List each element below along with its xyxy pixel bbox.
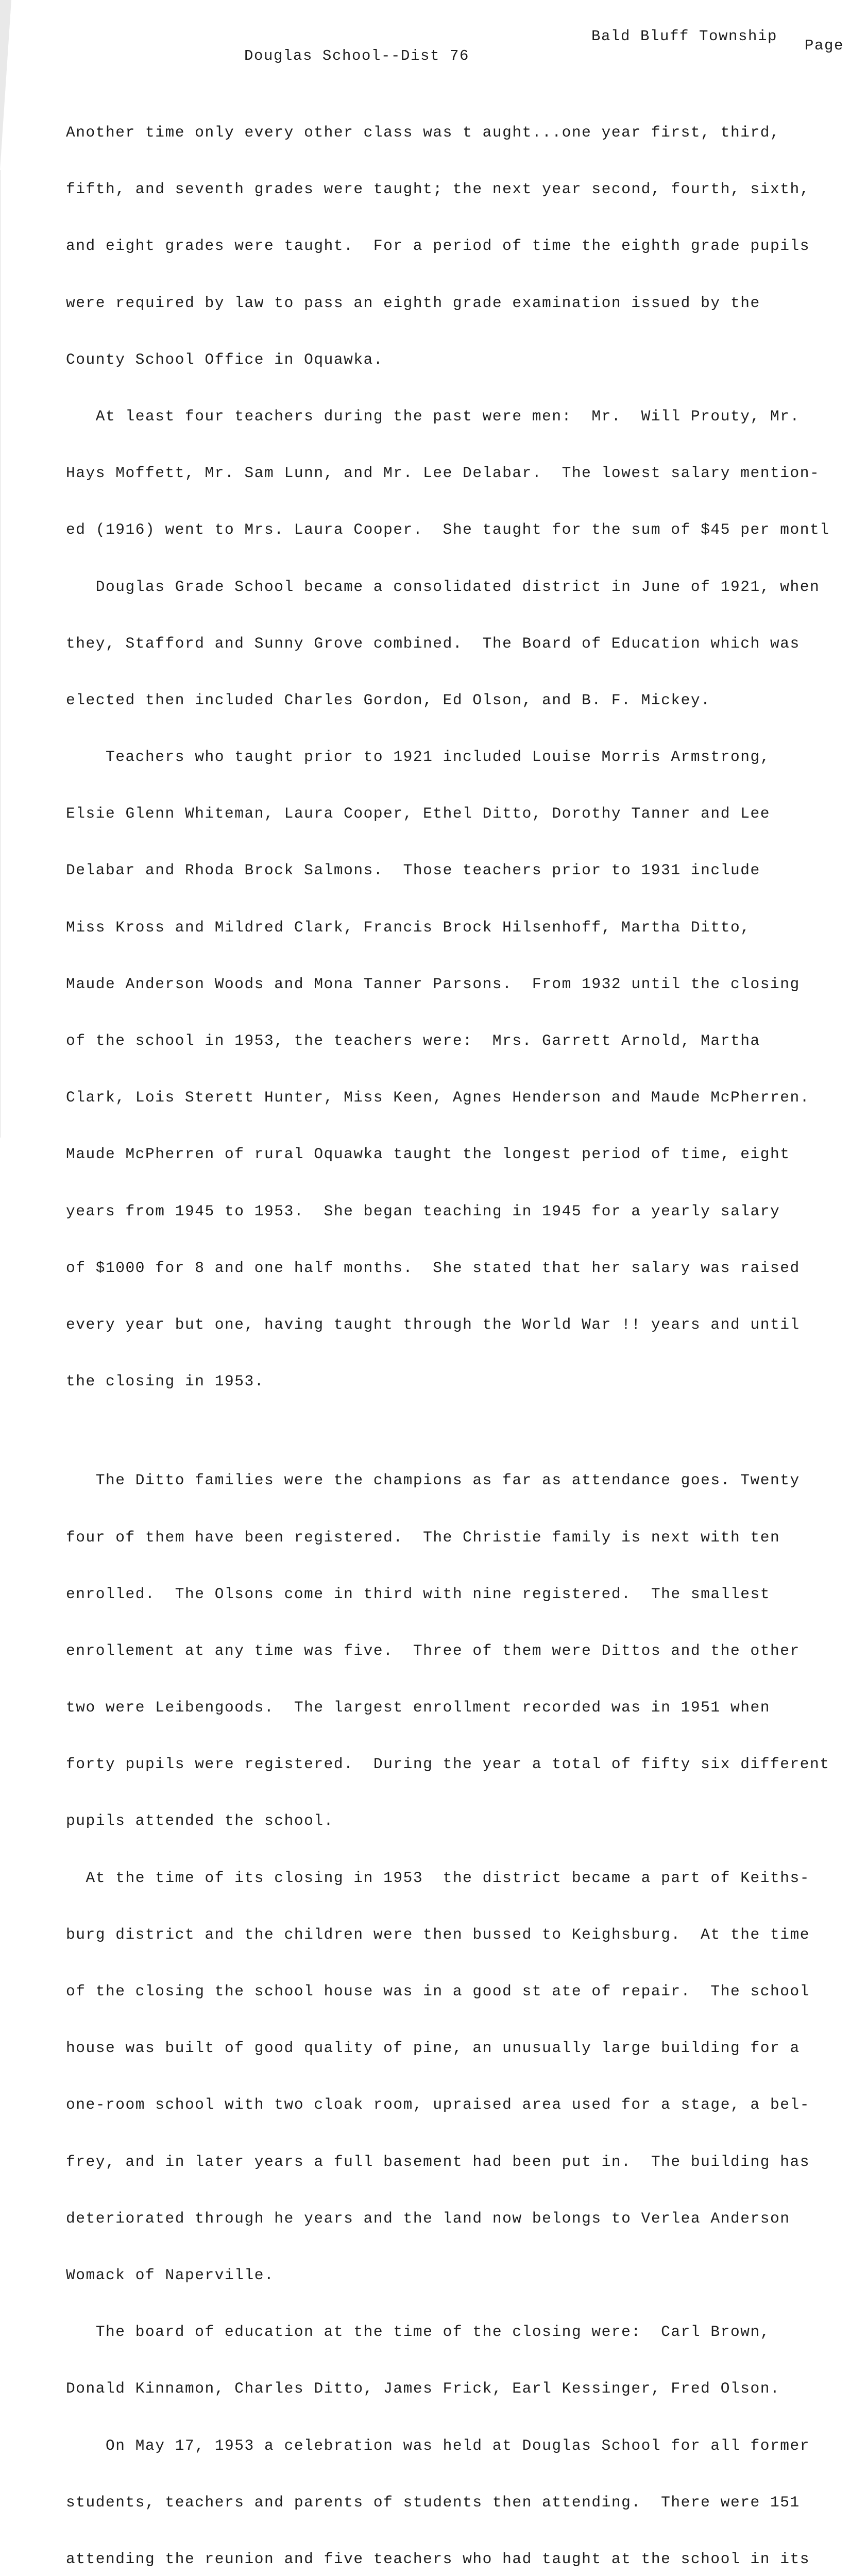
text-line: At least four teachers during the past were men: Mr. Will Prouty, Mr.	[66, 407, 800, 425]
text-line: Clark, Lois Sterett Hunter, Miss Keen, Agnes Henderson and Maude McPherren.	[66, 1089, 810, 1107]
text-line: elected then included Charles Gordon, Ed Olson, and B. F. Mickey.	[66, 691, 711, 709]
page-label: Page	[805, 37, 844, 54]
text-line: burg district and the children were then bussed to Keighsburg. At the time	[66, 1925, 810, 1943]
text-line: attending the reunion and five teachers who had taught at the school in its	[66, 2550, 810, 2568]
text-line: At the time of its closing in 1953 the district became a part of Keiths-	[66, 1869, 810, 1887]
text-line: Douglas Grade School became a consolidated district in June of 1921, when	[66, 578, 820, 596]
text-line: Teachers who taught prior to 1921 included Louise Morris Armstrong,	[66, 748, 770, 766]
text-line: forty pupils were registered. During the year a total of fifty six different	[66, 1755, 830, 1773]
typed-body-text	[66, 87, 850, 2576]
text-line: County School Office in Oquawka.	[66, 350, 384, 368]
text-line: the closing in 1953.	[66, 1372, 265, 1391]
text-line: two were Leibengoods. The largest enrollment recorded was in 1951 when	[66, 1699, 770, 1717]
text-line: students, teachers and parents of students then attending. There were 151	[66, 2493, 800, 2511]
text-line: Delabar and Rhoda Brock Salmons. Those teachers prior to 1931 include	[66, 861, 760, 879]
text-line: years from 1945 to 1953. She began teaching in 1945 for a yearly salary	[66, 1202, 780, 1220]
text-line: ed (1916) went to Mrs. Laura Cooper. She taught for the sum of $45 per montl	[66, 521, 830, 539]
township-header: Bald Bluff Township	[591, 28, 778, 45]
text-line: and eight grades were taught. For a period of time the eighth grade pupils	[66, 237, 810, 255]
text-line: every year but one, having taught through the World War !! years and until	[66, 1315, 800, 1333]
text-line: enrolled. The Olsons come in third with nine registered. The smallest	[66, 1585, 770, 1603]
text-line: one-room school with two cloak room, upraised area used for a stage, a bel-	[66, 2096, 810, 2114]
text-line: Another time only every other class was t aught...one year first, third,	[66, 124, 780, 141]
folded-corner	[0, 0, 11, 170]
text-line: of the school in 1953, the teachers were: Mrs. Garrett Arnold, Martha	[66, 1032, 760, 1049]
text-line: Miss Kross and Mildred Clark, Francis Brock Hilsenhoff, Martha Ditto,	[66, 918, 751, 936]
text-line: deteriorated through he years and the land now belongs to Verlea Anderson	[66, 2209, 790, 2227]
text-line: enrollement at any time was five. Three of them were Dittos and the other	[66, 1641, 800, 1659]
document-title: Douglas School--Dist 76	[244, 47, 470, 64]
text-line: house was built of good quality of pine, an unusually large building for a	[66, 2039, 800, 2057]
paragraph-gap	[66, 1427, 850, 1434]
page-edge	[0, 170, 1, 1138]
text-line: they, Stafford and Sunny Grove combined. The Board of Education which was	[66, 634, 800, 652]
text-line: pupils attended the school.	[66, 1812, 334, 1830]
text-line: of the closing the school house was in a good st ate of repair. The school	[66, 1982, 810, 2000]
text-line: Elsie Glenn Whiteman, Laura Cooper, Ethel Ditto, Dorothy Tanner and Lee	[66, 805, 770, 823]
text-line: The board of education at the time of the closing were: Carl Brown,	[66, 2323, 770, 2341]
text-line: Donald Kinnamon, Charles Ditto, James Frick, Earl Kessinger, Fred Olson.	[66, 2380, 780, 2398]
text-line: frey, and in later years a full basement had been put in. The building has	[66, 2153, 810, 2171]
text-line: Hays Moffett, Mr. Sam Lunn, and Mr. Lee Delabar. The lowest salary mention-	[66, 464, 820, 482]
text-line: fifth, and seventh grades were taught; the next year second, fourth, sixth,	[66, 180, 810, 198]
text-line: On May 17, 1953 a celebration was held at Douglas School for all former	[66, 2436, 810, 2454]
text-line: of $1000 for 8 and one half months. She stated that her salary was raised	[66, 1259, 800, 1277]
text-line: four of them have been registered. The Christie family is next with ten	[66, 1528, 780, 1546]
text-line: were required by law to pass an eighth grade examination issued by the	[66, 294, 760, 312]
text-line: Maude Anderson Woods and Mona Tanner Parsons. From 1932 until the closing	[66, 975, 800, 993]
text-line: Maude McPherren of rural Oquawka taught the longest period of time, eight	[66, 1145, 790, 1163]
text-line: The Ditto families were the champions as far as attendance goes. Twenty	[66, 1471, 800, 1489]
text-line: Womack of Naperville.	[66, 2266, 275, 2284]
